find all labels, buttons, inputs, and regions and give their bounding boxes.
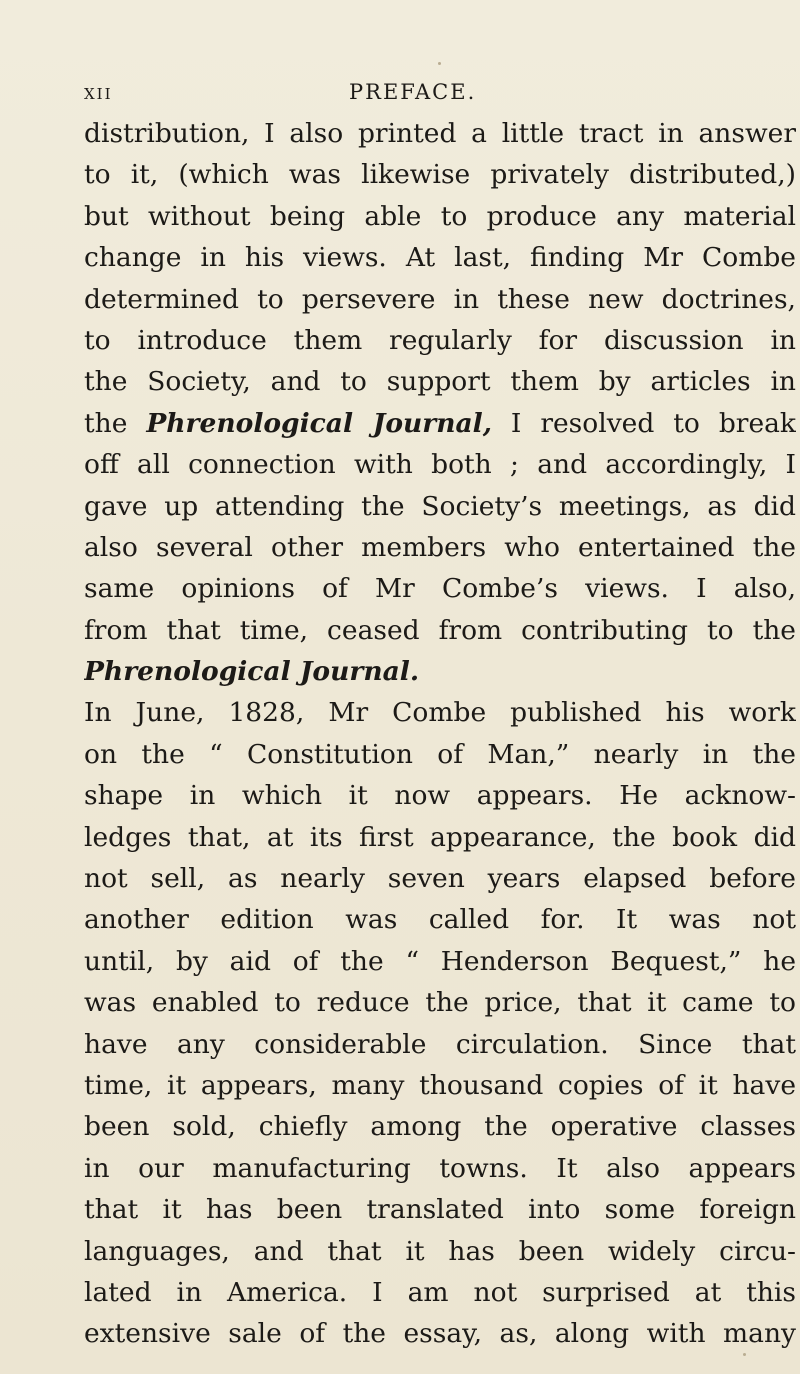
text-run: to it, (which was likewise privately distributed,) <box>84 159 796 191</box>
paper-speck <box>438 62 441 65</box>
text-line <box>84 1148 796 1189</box>
text-line <box>84 775 796 816</box>
text-line <box>84 279 796 320</box>
text-run: the Society, and to support them by articles in <box>84 366 796 398</box>
text-line <box>84 941 796 982</box>
text-run: lated in America. I am not surprised at this <box>84 1276 796 1308</box>
text-run: the <box>84 407 147 439</box>
running-head: PREFACE. <box>349 80 477 104</box>
text-run: In June, 1828, Mr Combe published his work <box>84 697 796 729</box>
text-run: determined to persevere in these new doctrines, <box>84 283 796 315</box>
text-line <box>84 1065 796 1106</box>
italic-title: Phrenological Journal, <box>146 407 492 439</box>
text-line <box>84 361 796 402</box>
italic-title: Phrenological Journal. <box>84 656 420 688</box>
text-run: time, it appears, many thousand copies of it have <box>84 1069 796 1101</box>
text-line <box>84 1189 796 1230</box>
text-line <box>84 899 796 940</box>
text-run: been sold, chiefly among the operative classes <box>84 1111 796 1143</box>
text-run: but without being able to produce any material <box>84 200 796 232</box>
text-run: change in his views. At last, finding Mr Combe <box>84 242 796 274</box>
text-line <box>84 486 796 527</box>
text-run: extensive sale of the essay, as, along with many <box>84 1318 796 1350</box>
text-run: until, by aid of the “ Henderson Bequest,” he <box>84 945 796 977</box>
text-run: ledges that, at its first appearance, the book did <box>84 821 796 853</box>
text-run: I resolved to break <box>491 407 796 439</box>
text-run: on the “ Constitution of Man,” nearly in the <box>84 738 796 770</box>
text-run: shape in which it now appears. He acknow- <box>84 780 796 812</box>
text-run: gave up attending the Society’s meetings, as did <box>84 490 796 522</box>
text-line <box>84 1231 796 1272</box>
text-line <box>84 113 796 154</box>
text-run: that it has been translated into some foreign <box>84 1194 796 1226</box>
text-run: from that time, ceased from contributing to the <box>84 614 796 646</box>
text-line <box>84 444 796 485</box>
text-line <box>84 403 796 444</box>
text-run: another edition was called for. It was not <box>84 904 796 936</box>
text-run: same opinions of Mr Combe’s views. I also, <box>84 573 796 605</box>
text-line <box>84 1272 796 1313</box>
text-run: off all connection with both ; and accordingly, I <box>84 449 796 481</box>
text-line <box>84 734 796 775</box>
text-line <box>84 610 796 651</box>
text-line <box>84 651 796 692</box>
text-line <box>84 154 796 195</box>
text-run: languages, and that it has been widely circu- <box>84 1235 796 1267</box>
text-line <box>84 1313 796 1354</box>
page-header <box>84 80 690 110</box>
text-line <box>84 568 796 609</box>
text-run: distribution, I also printed a little tract in answer <box>84 118 796 149</box>
text-run: not sell, as nearly seven years elapsed before <box>84 863 796 895</box>
text-run: have any considerable circulation. Since that <box>84 1028 796 1060</box>
text-run: in our manufacturing towns. It also appears <box>84 1152 796 1184</box>
page-number: xii <box>84 80 113 104</box>
text-line <box>84 527 796 568</box>
paper-speck <box>743 1353 746 1356</box>
text-line <box>84 817 796 858</box>
text-run: to introduce them regularly for discussion in <box>84 324 796 356</box>
text-line <box>84 320 796 361</box>
text-line <box>84 858 796 899</box>
text-line <box>84 692 796 733</box>
text-line <box>84 982 796 1023</box>
body-text <box>84 113 796 1355</box>
text-run: was enabled to reduce the price, that it came to <box>84 987 796 1019</box>
text-line <box>84 196 796 237</box>
text-line <box>84 1024 796 1065</box>
text-run: also several other members who entertained the <box>84 531 796 563</box>
text-line <box>84 1106 796 1147</box>
text-line <box>84 237 796 278</box>
